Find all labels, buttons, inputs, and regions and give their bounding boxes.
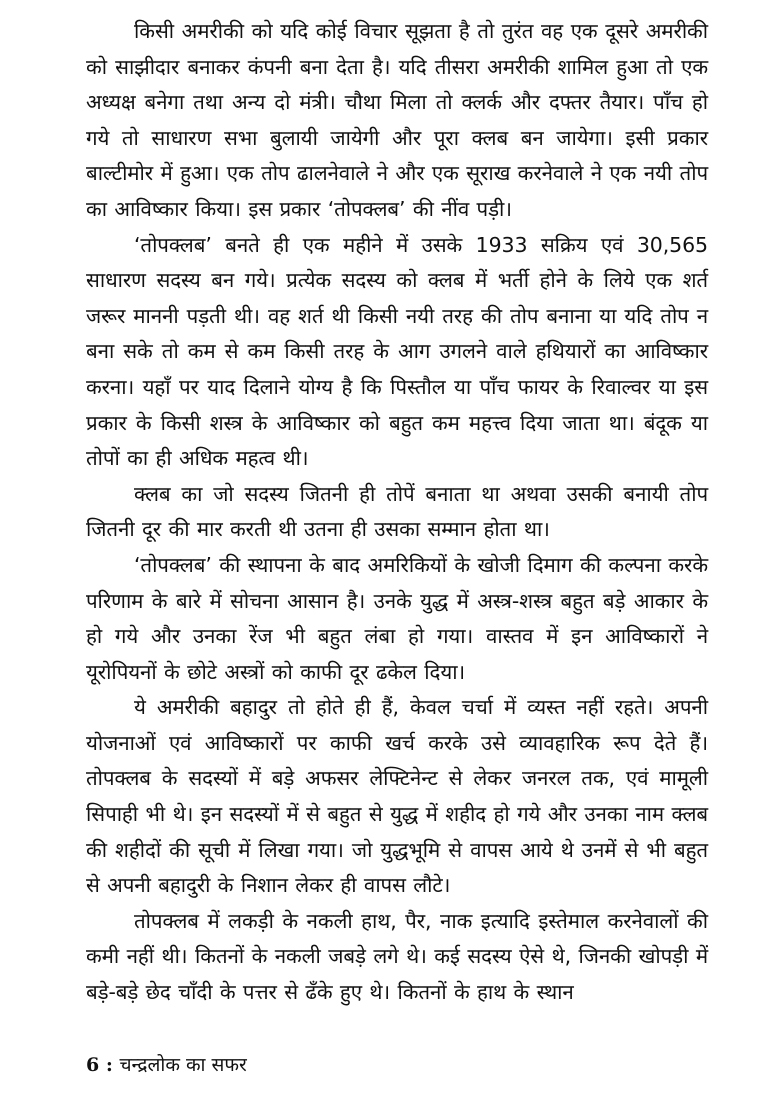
- paragraph-3: क्लब का जो सदस्य जितनी ही तोपें बनाता था अथवा उसकी बनायी तोप जितनी दूर की मार करती थी उतना ही उसका सम्मान होता था।: [86, 481, 708, 542]
- paragraph-4: ‘तोपक्लब’ की स्थापना के बाद अमरिकियों के खोजी दिमाग की कल्पना करके परिणाम के बारे में सोचना आसान है। उनके युद्ध में अस्त्र-शस्त्र बहुत बड़े आकार के हो गये और उनका रेंज भी बहुत लंबा हो गया। वास्तव में इन आविष्कारों ने यूरोपियनों के छोटे अस्त्रों को काफी दूर ढकेल दिया।: [86, 552, 708, 684]
- page-number: 6: [86, 1054, 100, 1076]
- footer-separator: :: [99, 1054, 120, 1076]
- paragraph-5: ये अमरीकी बहादुर तो होते ही हैं, केवल चर्चा में व्यस्त नहीं रहते। अपनी योजनाओं एवं आविष्कारों पर काफी खर्च करके उसे व्यावहारिक रूप देते हैं। तोपक्लब के सदस्यों में बड़े अफसर लेफ्टिनेन्ट से लेकर जनरल तक, एवं मामूली सिपाही भी थे। इन सदस्यों में से बहुत से युद्ध में शहीद हो गये और उनका नाम क्लब की शहीदों की सूची में लिखा गया। जो युद्धभूमि से वापस आये थे उनमें से भी बहुत से अपनी बहादुरी के निशान लेकर ही वापस लौटे।: [86, 695, 708, 898]
- paragraph-6: तोपक्लब में लकड़ी के नकली हाथ, पैर, नाक इत्यादि इस्तेमाल करनेवालों की कमी नहीं थी। कितनों के नकली जबड़े लगे थे। कई सदस्य ऐसे थे, जिनकी खोपड़ी में बड़े-बड़े छेद चाँदी के पत्तर से ढँके हुए थे। कितनों के हाथ के स्थान: [86, 908, 708, 1005]
- paragraph-1: किसी अमरीकी को यदि कोई विचार सूझता है तो तुरंत वह एक दूसरे अमरीकी को साझीदार बनाकर कंपनी बना देता है। यदि तीसरा अमरीकी शामिल हुआ तो एक अध्यक्ष बनेगा तथा अन्य दो मंत्री। चौथा मिला तो क्लर्क और दफ्तर तैयार। पाँच हो गये तो साधारण सभा बुलायी जायेगी और पूरा क्लब बन जायेगा। इसी प्रकार बाल्टीमोर में हुआ। एक तोप ढालनेवाले ने और एक सूराख करनेवाले ने एक नयी तोप का आविष्कार किया। इस प्रकार ‘तोपक्लब’ की नींव पड़ी।: [86, 19, 708, 221]
- page-footer: [86, 1052, 247, 1078]
- page-body: [86, 14, 708, 1011]
- book-title: चन्द्रलोक का सफर: [119, 1054, 247, 1076]
- paragraph-2: ‘तोपक्लब’ बनते ही एक महीने में उसके 1933 सक्रिय एवं 30,565 साधारण सदस्य बन गये। प्रत्येक सदस्य को क्लब में भर्ती होने के लिये एक शर्त जरूर माननी पड़ती थी। वह शर्त थी किसी नयी तरह की तोप बनाना या यदि तोप न बना सके तो कम से कम किसी तरह के आग उगलने वाले हथियारों का आविष्कार करना। यहाँ पर याद दिलाने योग्य है कि पिस्तौल या पाँच फायर के रिवाल्वर या इस प्रकार के किसी शस्त्र के आविष्कार को बहुत कम महत्त्व दिया जाता था। बंदूक या तोपों का ही अधिक महत्व थी।: [86, 232, 708, 471]
